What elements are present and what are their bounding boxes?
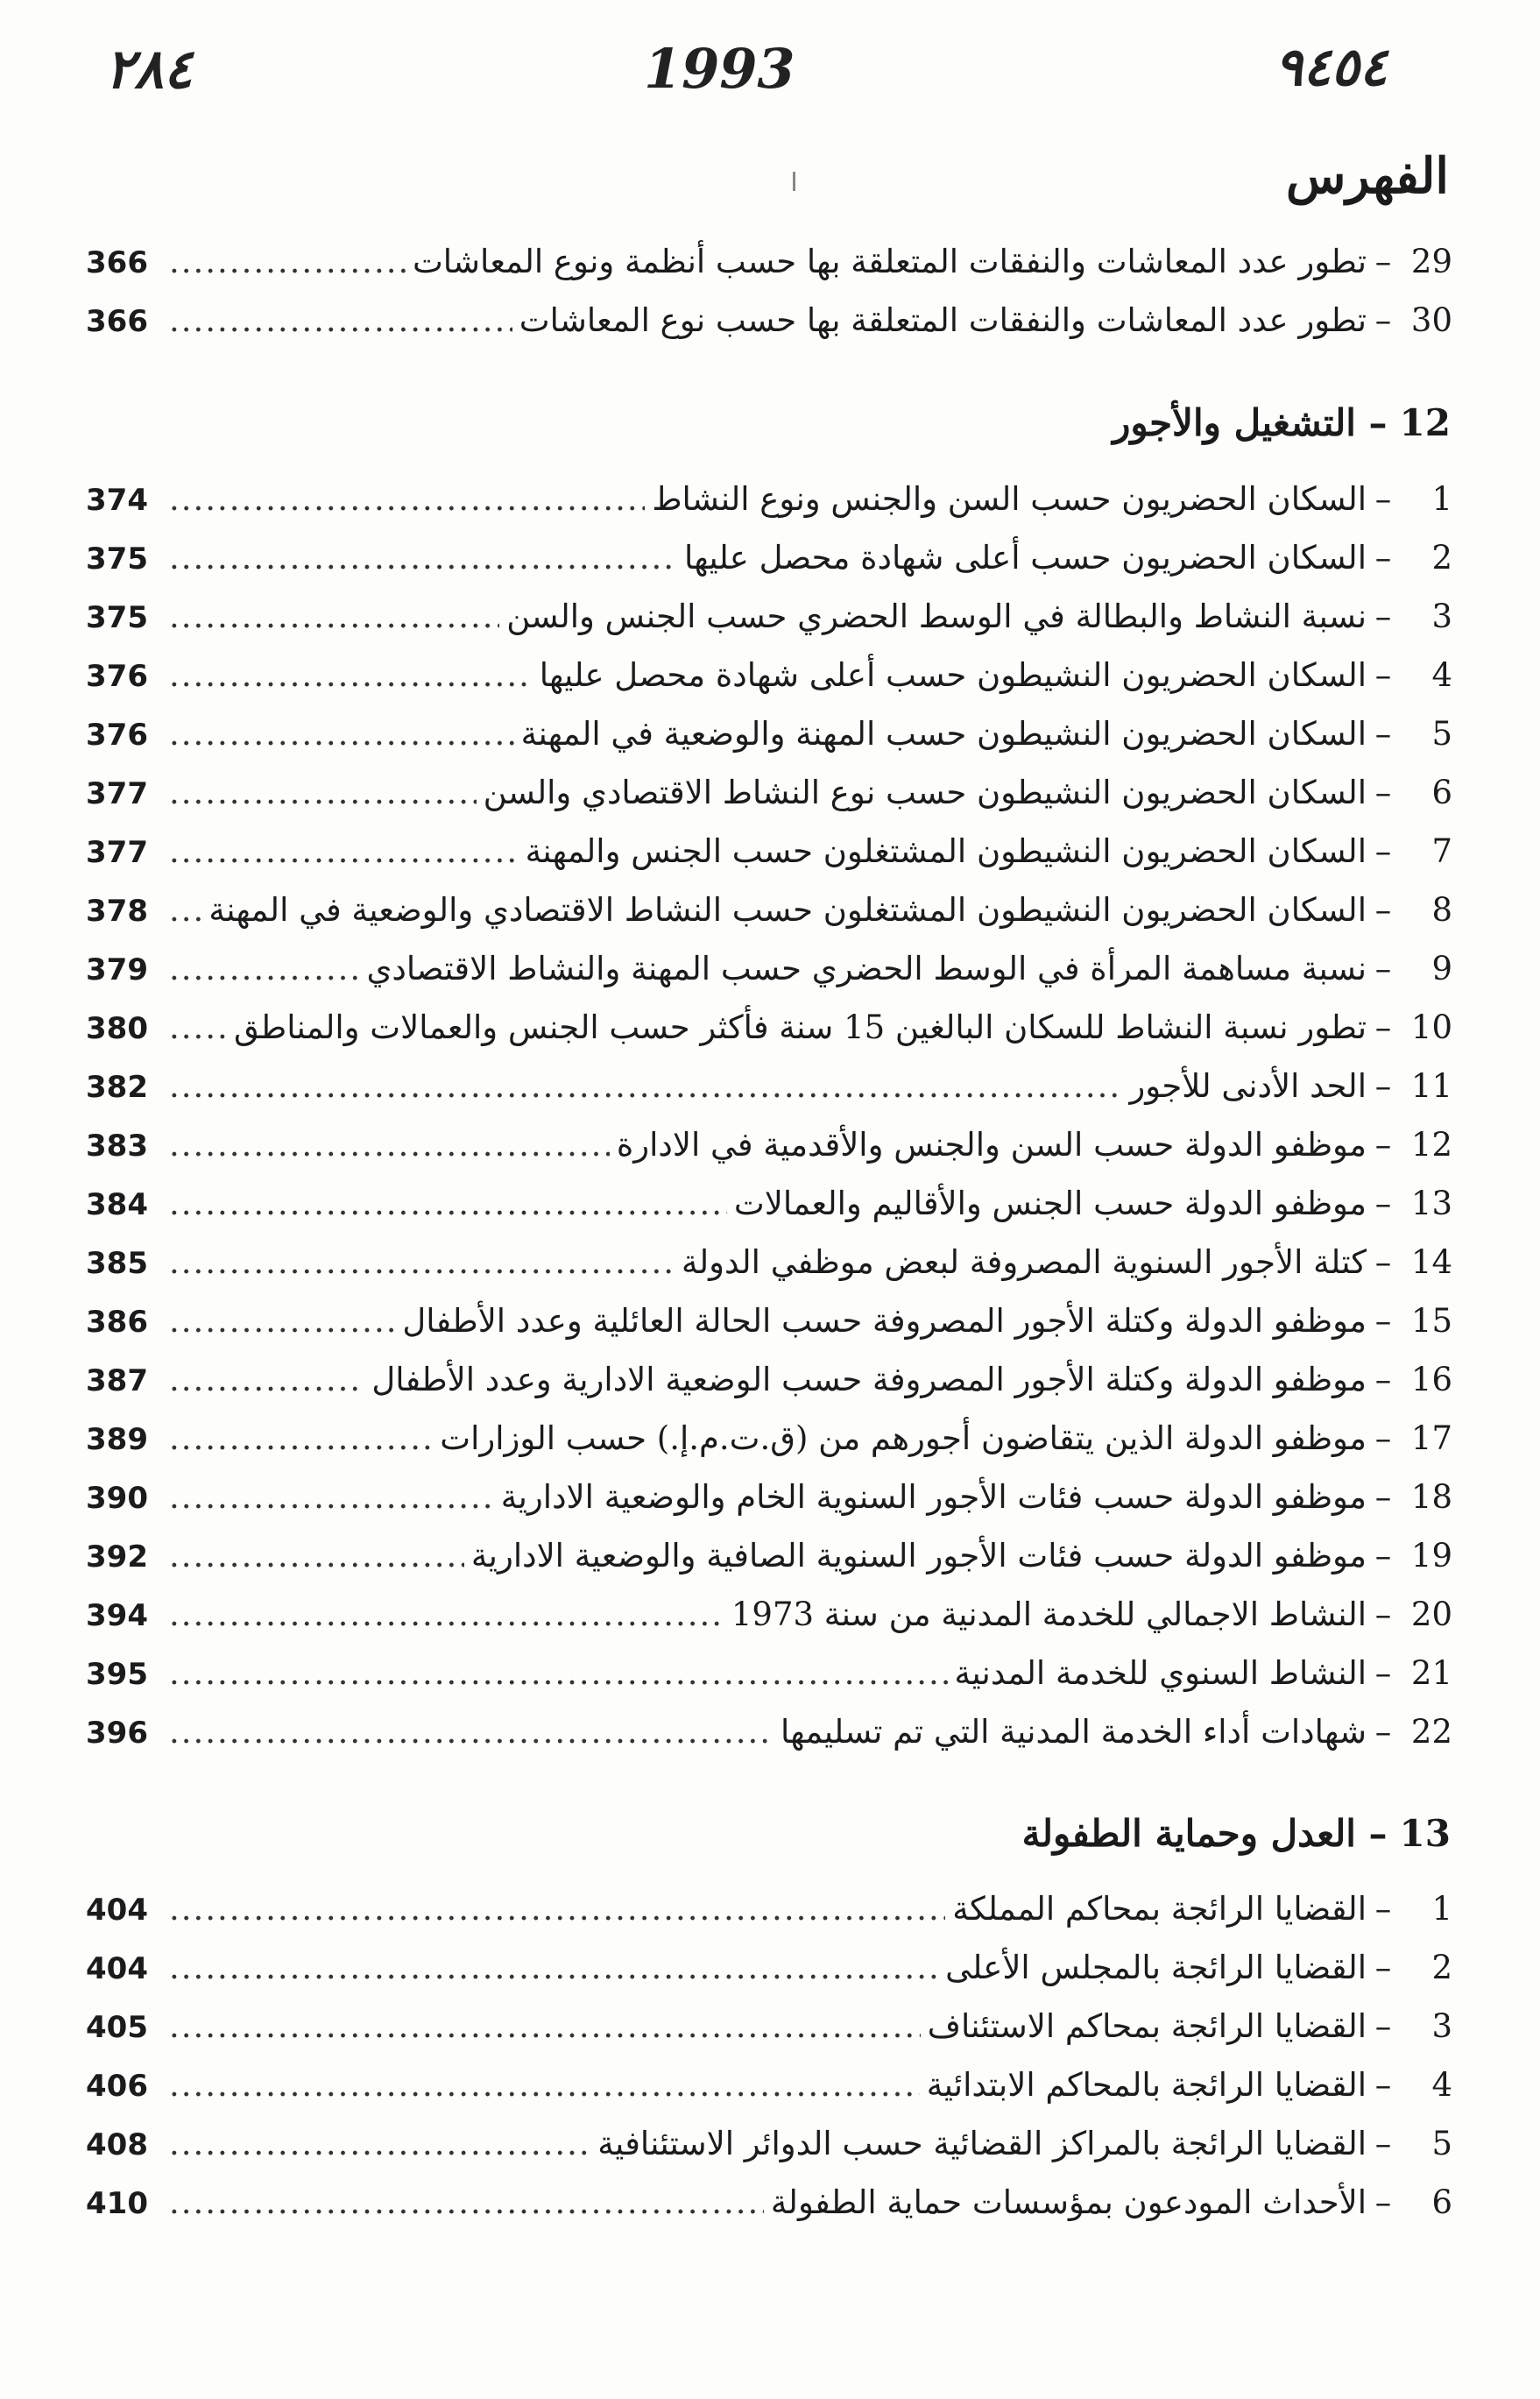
entry-text: السكان الحضريون النشيطون المشتغلون حسب النشاط الاقتصادي والوضعية في المهنة [208,891,1367,929]
entry-page: 389 [86,1422,148,1457]
entry-page: 378 [86,894,148,929]
dot-leader [169,1291,395,1350]
entry-page: 366 [86,304,148,339]
toc-entry[interactable] [86,291,1452,350]
entry-number: 16 [1410,1361,1452,1398]
entry-number: 1 [1431,1890,1452,1928]
toc-entry[interactable] [86,1115,1452,1174]
entry-number: 6 [1431,2183,1452,2221]
entry-number: 7 [1431,832,1452,870]
handwritten-annotation-right: ٩٤٥٤ [1275,37,1388,98]
entry-dash: – [1374,950,1392,987]
toc-entry[interactable] [86,2056,1452,2114]
entry-text: النشاط السنوي للخدمة المدنية [954,1654,1367,1692]
entry-text: كتلة الأجور السنوية المصروفة لبعض موظفي الدولة [682,1243,1367,1281]
entry-dash: – [1374,1478,1392,1516]
entry-number: 10 [1410,1008,1452,1046]
entry-number: 19 [1410,1537,1452,1575]
entry-number: 12 [1410,1126,1452,1164]
entry-text: القضايا الرائجة بمحاكم المملكة [952,1890,1367,1928]
entry-dash: – [1374,1008,1392,1046]
handwritten-annotation-left: ٢٨٤ [105,37,193,101]
dot-leader [169,2056,920,2114]
entry-text: تطور عدد المعاشات والنفقات المتعلقة بها حسب نوع المعاشات [519,301,1367,339]
dot-leader [169,470,645,528]
entry-text: النشاط الاجمالي للخدمة المدنية من سنة 1973 [731,1596,1367,1633]
section-12-list [86,470,1452,1761]
entry-dash: – [1374,1302,1392,1340]
entry-dash: – [1374,774,1392,811]
toc-entry[interactable] [86,1291,1452,1350]
toc-entry[interactable] [86,646,1452,704]
entry-dash: – [1374,1537,1392,1575]
dot-leader [169,939,359,998]
entry-dash: – [1374,1596,1392,1633]
entry-page: 377 [86,776,148,811]
dot-leader [169,232,406,291]
toc-entry[interactable] [86,998,1452,1057]
dot-leader [169,291,512,350]
toc-entry[interactable] [86,704,1452,763]
toc-entry[interactable] [86,1233,1452,1291]
section-title-text: العدل وحماية الطفولة [1021,1812,1356,1855]
entry-text: السكان الحضريون النشيطون حسب المهنة والوضعية في المهنة [520,715,1367,753]
toc-entry[interactable] [86,1997,1452,2056]
dot-leader [169,1174,727,1233]
dot-leader [169,704,514,763]
entry-text: موظفو الدولة وكتلة الأجور المصروفة حسب الوضعية الادارية وعدد الأطفال [371,1361,1367,1398]
dot-leader [169,822,519,881]
entry-dash: – [1374,2125,1392,2162]
dot-leader [169,998,227,1057]
entry-text: موظفو الدولة حسب فئات الأجور السنوية الخام والوضعية الادارية [500,1478,1367,1516]
entry-dash: – [1374,1361,1392,1398]
entry-page: 375 [86,600,148,635]
entry-text: السكان الحضريون حسب السن والجنس ونوع النشاط [652,480,1367,518]
entry-number: 3 [1431,598,1452,635]
dot-leader [169,1233,675,1291]
dot-leader [169,1938,938,1997]
handwritten-annotation-year: 1993 [644,37,795,101]
entry-page: 379 [86,952,148,987]
toc-entry[interactable] [86,822,1452,881]
entry-number: 21 [1410,1654,1452,1692]
entry-page: 392 [86,1539,148,1575]
toc-entry[interactable] [86,763,1452,822]
dot-leader [169,1350,364,1409]
dot-leader [169,1115,610,1174]
entry-number: 29 [1410,243,1452,280]
dot-leader [169,587,499,646]
toc-entry[interactable] [86,1879,1452,1938]
entry-number: 2 [1431,539,1452,577]
entry-number: 22 [1410,1713,1452,1751]
entry-dash: – [1374,1654,1392,1692]
entry-page: 384 [86,1187,148,1222]
toc-entry[interactable] [86,881,1452,939]
entry-number: 5 [1431,2125,1452,2162]
dot-leader [169,881,201,939]
entry-dash: – [1374,656,1392,694]
dot-leader [169,1057,1122,1115]
toc-entry[interactable] [86,1350,1452,1409]
entry-page: 408 [86,2127,148,2162]
entry-number: 18 [1410,1478,1452,1516]
entry-page: 404 [86,1893,148,1928]
entry-text: نسبة النشاط والبطالة في الوسط الحضري حسب الجنس والسن [506,598,1367,635]
entry-number: 11 [1410,1067,1452,1105]
entry-dash: – [1374,598,1392,635]
dot-leader [169,1585,724,1644]
entry-page: 404 [86,1951,148,1986]
scan-mark [793,172,795,191]
section-11-list [86,232,1452,350]
entry-dash: – [1374,2007,1392,2045]
entry-page: 380 [86,1011,148,1046]
entry-number: 17 [1410,1419,1452,1457]
entry-dash: – [1374,1713,1392,1751]
entry-page: 387 [86,1363,148,1398]
entry-dash: – [1374,539,1392,577]
entry-page: 366 [86,245,148,280]
entry-text: نسبة مساهمة المرأة في الوسط الحضري حسب المهنة والنشاط الاقتصادي [366,950,1367,987]
entry-number: 4 [1431,656,1452,694]
section-13-title: 13– العدل وحماية الطفولة [1021,1812,1451,1855]
entry-page: 382 [86,1070,148,1105]
page-title: الفهرس [1285,147,1449,205]
section-title-text: التشغيل والأجور [1113,401,1356,444]
entry-text: القضايا الرائجة بالمجلس الأعلى [945,1949,1367,1986]
entry-page: 405 [86,2010,148,2045]
entry-page: 386 [86,1305,148,1340]
entry-page: 395 [86,1657,148,1692]
entry-text: القضايا الرائجة بمحاكم الاستئناف [927,2007,1367,2045]
toc-entry[interactable] [86,232,1452,291]
entry-page: 394 [86,1598,148,1633]
entry-number: 1 [1431,480,1452,518]
section-13-list [86,1879,1452,2232]
entry-number: 15 [1410,1302,1452,1340]
entry-page: 390 [86,1481,148,1516]
entry-page: 374 [86,483,148,518]
entry-dash: – [1374,2183,1392,2221]
entry-text: شهادات أداء الخدمة المدنية التي تم تسليمها [780,1713,1367,1751]
entry-number: 13 [1410,1185,1452,1222]
entry-text: السكان الحضريون النشيطون حسب نوع النشاط الاقتصادي والسن [483,774,1367,811]
entry-page: 406 [86,2069,148,2104]
entry-text: موظفو الدولة الذين يتقاضون أجورهم من (ق.ت.م.إ.) حسب الوزارات [440,1419,1367,1457]
entry-page: 396 [86,1716,148,1751]
toc-entry[interactable] [86,939,1452,998]
dot-leader [169,1702,774,1761]
entry-text: السكان الحضريون النشيطون حسب أعلى شهادة محصل عليها [539,656,1367,694]
section-number: 13 [1399,1812,1451,1855]
dot-leader [169,528,677,587]
entry-number: 5 [1431,715,1452,753]
entry-text: موظفو الدولة حسب السن والجنس والأقدمية في الادارة [616,1126,1367,1164]
entry-text: الأحداث المودعون بمؤسسات حماية الطفولة [770,2183,1367,2221]
entry-dash: – [1374,243,1392,280]
dot-leader [169,1409,433,1468]
toc-entry[interactable] [86,528,1452,587]
toc-entry[interactable] [86,2173,1452,2232]
toc-entry[interactable] [86,1174,1452,1233]
entry-dash: – [1374,1949,1392,1986]
entry-dash: – [1374,715,1392,753]
entry-dash: – [1374,832,1392,870]
entry-page: 376 [86,718,148,753]
dot-leader [169,1644,948,1702]
entry-text: السكان الحضريون النشيطون المشتغلون حسب الجنس والمهنة [525,832,1367,870]
entry-dash: – [1374,1890,1392,1928]
toc-entry[interactable] [86,1468,1452,1526]
dot-leader [169,2173,764,2232]
entry-text: السكان الحضريون حسب أعلى شهادة محصل عليها [683,539,1367,577]
entry-dash: – [1374,301,1392,339]
entry-text: الحد الأدنى للأجور [1129,1067,1367,1105]
entry-page: 410 [86,2186,148,2221]
entry-dash: – [1374,1067,1392,1105]
entry-text: القضايا الرائجة بالمحاكم الابتدائية [926,2066,1367,2104]
toc-entry[interactable] [86,470,1452,528]
toc-entry[interactable] [86,1644,1452,1702]
dot-leader [169,1997,921,2056]
toc-entry[interactable] [86,1057,1452,1115]
entry-number: 14 [1410,1243,1452,1281]
entry-number: 20 [1410,1596,1452,1633]
entry-dash: – [1374,480,1392,518]
entry-text: موظفو الدولة حسب فئات الأجور السنوية الصافية والوضعية الادارية [470,1537,1367,1575]
dot-leader [169,1468,494,1526]
entry-page: 383 [86,1129,148,1164]
toc-entry[interactable] [86,1938,1452,1997]
section-12-title: 12– التشغيل والأجور [1113,401,1451,444]
toc-entry[interactable] [86,1409,1452,1468]
dot-leader [169,2114,590,2173]
entry-number: 2 [1431,1949,1452,1986]
section-number: 12 [1399,401,1451,444]
dot-leader [169,646,533,704]
toc-entry[interactable] [86,1702,1452,1761]
entry-number: 3 [1431,2007,1452,2045]
toc-entry[interactable] [86,2114,1452,2173]
toc-entry[interactable] [86,587,1452,646]
entry-dash: – [1374,1419,1392,1457]
entry-text: موظفو الدولة وكتلة الأجور المصروفة حسب الحالة العائلية وعدد الأطفال [402,1302,1367,1340]
entry-dash: – [1374,891,1392,929]
entry-dash: – [1374,1185,1392,1222]
entry-page: 376 [86,659,148,694]
entry-dash: – [1374,1126,1392,1164]
dot-leader [169,1526,464,1585]
entry-text: موظفو الدولة حسب الجنس والأقاليم والعمالات [733,1185,1367,1222]
entry-text: تطور عدد المعاشات والنفقات المتعلقة بها حسب أنظمة ونوع المعاشات [412,243,1367,280]
dot-leader [169,1879,945,1938]
entry-text: تطور نسبة النشاط للسكان البالغين 15 سنة فأكثر حسب الجنس والعمالات والمناطق [233,1008,1367,1046]
entry-dash: – [1374,2066,1392,2104]
toc-entry[interactable] [86,1585,1452,1644]
entry-number: 6 [1431,774,1452,811]
entry-page: 377 [86,835,148,870]
entry-number: 4 [1431,2066,1452,2104]
entry-number: 9 [1431,950,1452,987]
dot-leader [169,763,477,822]
entry-number: 30 [1410,301,1452,339]
toc-entry[interactable] [86,1526,1452,1585]
entry-dash: – [1374,1243,1392,1281]
entry-page: 375 [86,541,148,577]
entry-text: القضايا الرائجة بالمراكز القضائية حسب الدوائر الاستئنافية [597,2125,1367,2162]
entry-number: 8 [1431,891,1452,929]
entry-page: 385 [86,1246,148,1281]
